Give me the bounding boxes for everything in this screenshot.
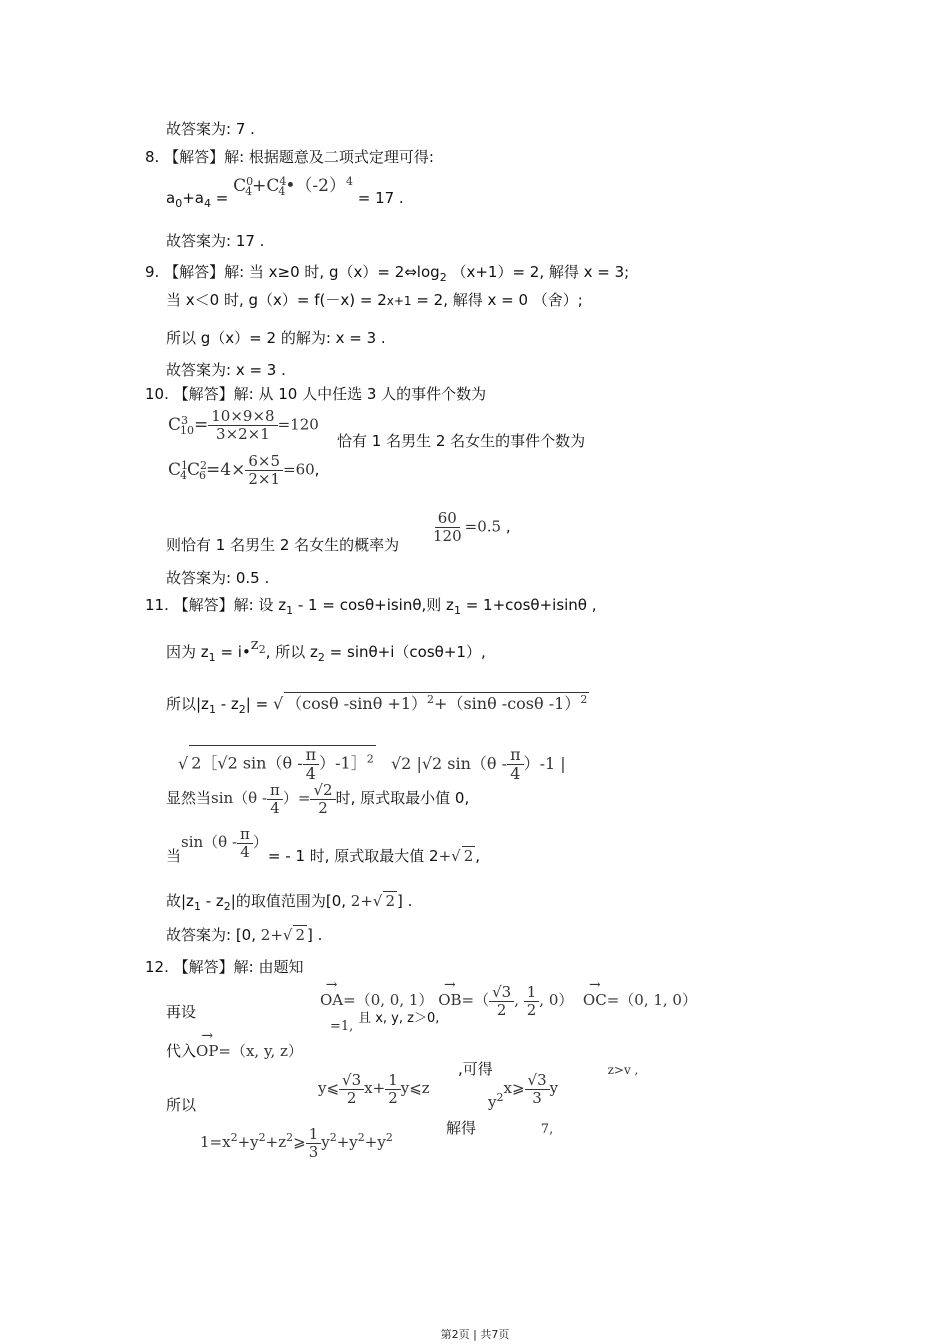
q11-line3: 所以$|z_1 - z_2|$ = √ （cosθ -sinθ +1）$^2$+（sinθ -cosθ -1）$^2$ (166, 693, 588, 716)
q10-answer: 故答案为: 0.5 . (166, 569, 270, 587)
q10-line2: 恰有 1 名男生 2 名女生的事件个数为 (337, 432, 586, 450)
q12-line2-condition: =1, 且 x, y, z＞0, (330, 1011, 440, 1034)
q11-line7: 故$|z_1 - z_2|$的取值范围为[0, 2+√ 2 ] . (166, 892, 413, 913)
q12-inequality-1: y⩽ $\frac{√3}{2}$ x+ $\frac{1}{2}$ y⩽z (318, 1071, 430, 1107)
q12-vectors: → OA=（0, 0, 1） → OB=（ $\frac{√3}{2}$ , $\frac{1}{2}$ , 0） → OC=（0, 1, 0） (320, 984, 697, 1018)
q9-line2: 当 x＜0 时, g（x）= f(－x) = 2x+1 = 2, 解得 x = 0 （舍）; (166, 291, 583, 309)
q12-heading: 12. 【解答】解: 由题知 (145, 958, 304, 976)
q10-combination-1: $C^3_{10}=$ $\frac{10\times 9\times 8}{3\times 2\times 1}$ =120 (168, 407, 319, 443)
q10-probability: $\frac{60}{120}$ =0.5 , (433, 509, 511, 545)
q11-line5: 显然当sin（θ - $\frac{\pi}{4}$ ）= $\frac{√2}{2}$ 时, 原式取最小值 0, (166, 781, 470, 817)
q12-line3: 代入→ OP=（x, y, z） (166, 1038, 303, 1060)
q8-heading: 8. 【解答】解: 根据题意及二项式定理可得: (145, 148, 434, 166)
q10-combination-2: $C^1_4C^2_6=4\times$ $\frac{6\times 5}{2\times 1}$ =60, (168, 452, 320, 488)
q11-heading: 11. 【解答】解: 设 $z_1 - 1 = \cos\theta+isin\theta$,则 $z_1 = 1+\cos\theta+isin\theta$ , (145, 596, 597, 617)
q11-line2: 因为 $z_1$ = $i•z_2$, 所以 $z_2 = \sin\theta+i(\cos\theta+1)$, (166, 635, 486, 664)
q8-formula: $a_0+a_4$ = $C^0_4+C^4_4•(-2)^4 = 17$ . (166, 175, 404, 210)
q9-answer: 故答案为: x = 3 . (166, 361, 286, 379)
q9-heading: 9. 【解答】解: 当 x≥0 时, $g(x)= 2\Leftrightarrow\log_2$ （x+1）= 2, 解得 x = 3; (145, 263, 630, 284)
q12-line4: 所以 (166, 1096, 197, 1114)
answer-line-7: 故答案为: 7 . (166, 120, 255, 138)
q10-line4: 则恰有 1 名男生 2 名女生的概率为 (166, 536, 400, 554)
q11-line6: 当sin（θ - $\frac{\pi}{4}$ ）= - 1 时, 原式取最大值 2+√ 2 , (166, 825, 481, 865)
q11-answer: 故答案为: [0, 2+√ 2 ] . (166, 926, 323, 944)
q10-heading: 10. 【解答】解: 从 10 人中任选 3 人的事件个数为 (145, 385, 487, 403)
q12-line3-result: ,可得 z>v , (458, 1060, 639, 1078)
q12-inequality-2: $y^2x⩾$ $\frac{√3}{3}$ y (488, 1071, 559, 1111)
q11-sqrt-expression: √ 2［√2 sin（θ - $\frac{\pi}{4}$ ）-1］$^2$ √2 |√2 sin（θ - $\frac{\pi}{4}$ ）-1 | (178, 745, 566, 783)
q8-answer: 故答案为: 17 . (166, 232, 265, 250)
q12-line5: $1=x^2+y^2+z^2⩾$ $\frac{1}{3}$ $y^2+y^2+y^2$ (200, 1125, 393, 1161)
page-footer: 第2页 | 共7页 (440, 1328, 510, 1341)
q12-line5-result: 解得 7, (446, 1119, 554, 1137)
q12-line2: 再设 (166, 1003, 197, 1021)
q9-line3: 所以 g（x）= 2 的解为: x = 3 . (166, 329, 386, 347)
